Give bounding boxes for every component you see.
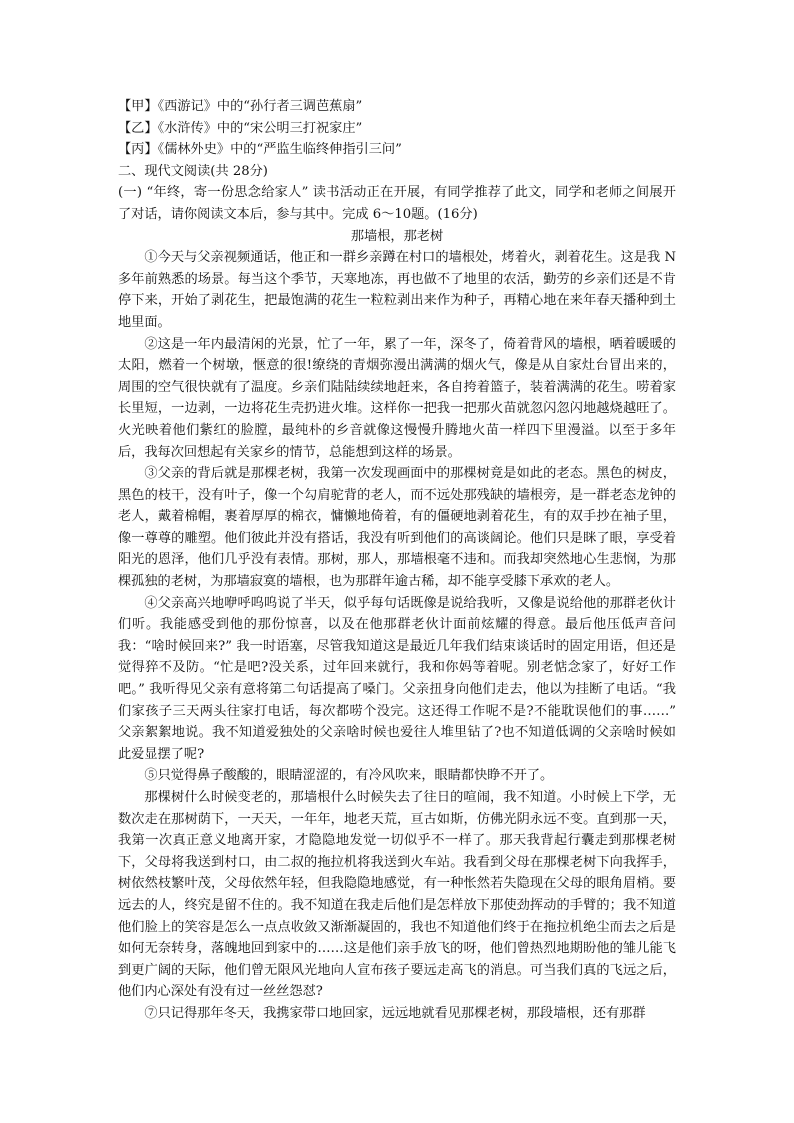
paragraph-1: ①今天与父亲视频通话，他正和一群乡亲蹲在村口的墙根处，烤着火，剥着花生。这是我 N多年前熟悉的场景。每当这个季节，天寒地冻，再也做不了地里的农活，勤劳的乡亲们还是不肯停下来，开始了剥花生，把最饱满的花生一粒粒剥出来作为种子，再精心地在来年春天播种到土地里面。 (118, 250, 676, 330)
paragraph-3: ③父亲的背后就是那棵老树，我第一次发现画面中的那棵树竟是如此的老态。黑色的树皮，黑色的枝干，没有叶子，像一个勾肩驼背的老人，而不远处那残缺的墙根旁，是一群老态龙钟的老人，戴着棉帽，裹着厚厚的棉衣，慵懒地倚着，有的僵硬地剥着花生，有的双手抄在袖子里，像一尊尊的雕塑。他们彼此并没有搭话，我没有听到他们的高谈阔论。他们只是眯了眼，享受着阳光的恩泽，他们几乎没有表情。那树，那人，那墙根毫不违和。而我却突然地心生悲悯，为那棵孤独的老树，为那墙寂寞的墙根，也为那群年逾古稀，却不能享受膝下承欢的老人。 (118, 466, 676, 590)
paragraph-7: ⑦只记得那年冬天，我携家带口地回家，远远地就看见那棵老树，那段墙根，还有那群 (144, 1005, 646, 1021)
header-item-jia: 【甲】《西游记》中的“孙行者三调芭蕉扇” (118, 99, 363, 114)
document-page (118, 96, 676, 1025)
header-item-yi: 【乙】《水浒传》中的“宋公明三打祝家庄” (118, 120, 363, 136)
section-intro: (一) “年终，寄一份思念给家人” 读书活动正在开展，有同学推荐了此文，同学和老师之间展开了对话，请你阅读文本后，参与其中。完成 6～10题。(16分) (118, 185, 676, 222)
section-heading: 二、现代文阅读(共 28分) (118, 163, 268, 179)
article-title: 那墙根，那老树 (350, 228, 444, 244)
header-item-bing: 【丙】《儒林外史》中的“严监生临终伸指引三问” (118, 142, 402, 158)
paragraph-5: ⑤只觉得鼻子酸酸的，眼睛涩涩的，有冷风吹来，眼睛都快睁不开了。 (144, 768, 554, 784)
paragraph-2: ②这是一年内最清闲的光景，忙了一年，累了一年，深冬了，倚着背风的墙根，晒着暖暖的太阳，燃着一个树墩，惬意的很!缭绕的青烟弥漫出满满的烟火气，像是从自家灶台冒出来的，周围的空气很快就有了温度。乡亲们陆陆续续地赶来，各自挎着篮子，装着满满的花生。唠着家长里短，一边剥，一边将花生壳扔进火堆。这样你一把我一把那火苗就忽闪忽闪地越烧越旺了。火光映着他们紫红的脸膛，最纯朴的乡音就像这慢慢升腾地火苗一样四下里漫溢。以至于多年后，我每次回想起有关家乡的情节，总能想到这样的场景。 (118, 336, 676, 460)
paragraph-4: ④父亲高兴地咿呼呜呜说了半天，似乎每句话既像是说给我听，又像是说给他的那群老伙计们听。我能感受到他的那份惊喜，以及在他那群老伙计面前炫耀的得意。最后他压低声音问我：“啥时候回来?” 我一时语塞，尽管我知道这是最近几年我们结束谈话时的固定用语，但还是觉得猝不及防。“忙是吧?没关系，过年回来就行，我和你妈等着呢。别老惦念家了，好好工作吧。” 我听得见父亲有意将第二句话提高了嗓门。父亲扭身向他们走去，他以为挂断了电话。“我们家孩子三天两头往家打电话，每次都唠个没完。这还得工作呢不是?不能耽误他们的事……” 父亲絮絮地说。我不知道爱独处的父亲啥时候也爱往人堆里钻了?也不知道低调的父亲啥时候如此爱显摆了呢? (118, 595, 676, 762)
paragraph-6: 那棵树什么时候变老的，那墙根什么时候失去了往日的喧闹，我不知道。小时候上下学，无数次走在那树荫下，一天天，一年年，地老天荒，亘古如斯，仿佛光阴永远不变。直到那一天，我第一次真正意义地离开家，才隐隐地发觉一切似乎不一样了。那天我背起行囊走到那棵老树下，父母将我送到村口，由二叔的拖拉机将我送到火车站。我看到父母在那棵老树下向我挥手，树依然枝繁叶茂，父母依然年轻，但我隐隐地感觉，有一种怅然若失隐现在父母的眼角眉梢。要远去的人，终究是留不住的。我不知道在我走后他们是怎样放下那使劲挥动的手臂的；我不知道他们脸上的笑容是怎么一点点收敛又渐渐凝固的，我也不知道他们终于在拖拉机绝尘而去之后是如何无奈转身，落魄地回到家中的……这是他们亲手放飞的呀，他们曾热烈地期盼他的雏儿能飞到更广阔的天际，他们曾无限风光地向人宣布孩子要远走高飞的消息。可当我们真的飞远之后，他们内心深处有没有过一丝丝怨怼? (118, 790, 676, 1000)
